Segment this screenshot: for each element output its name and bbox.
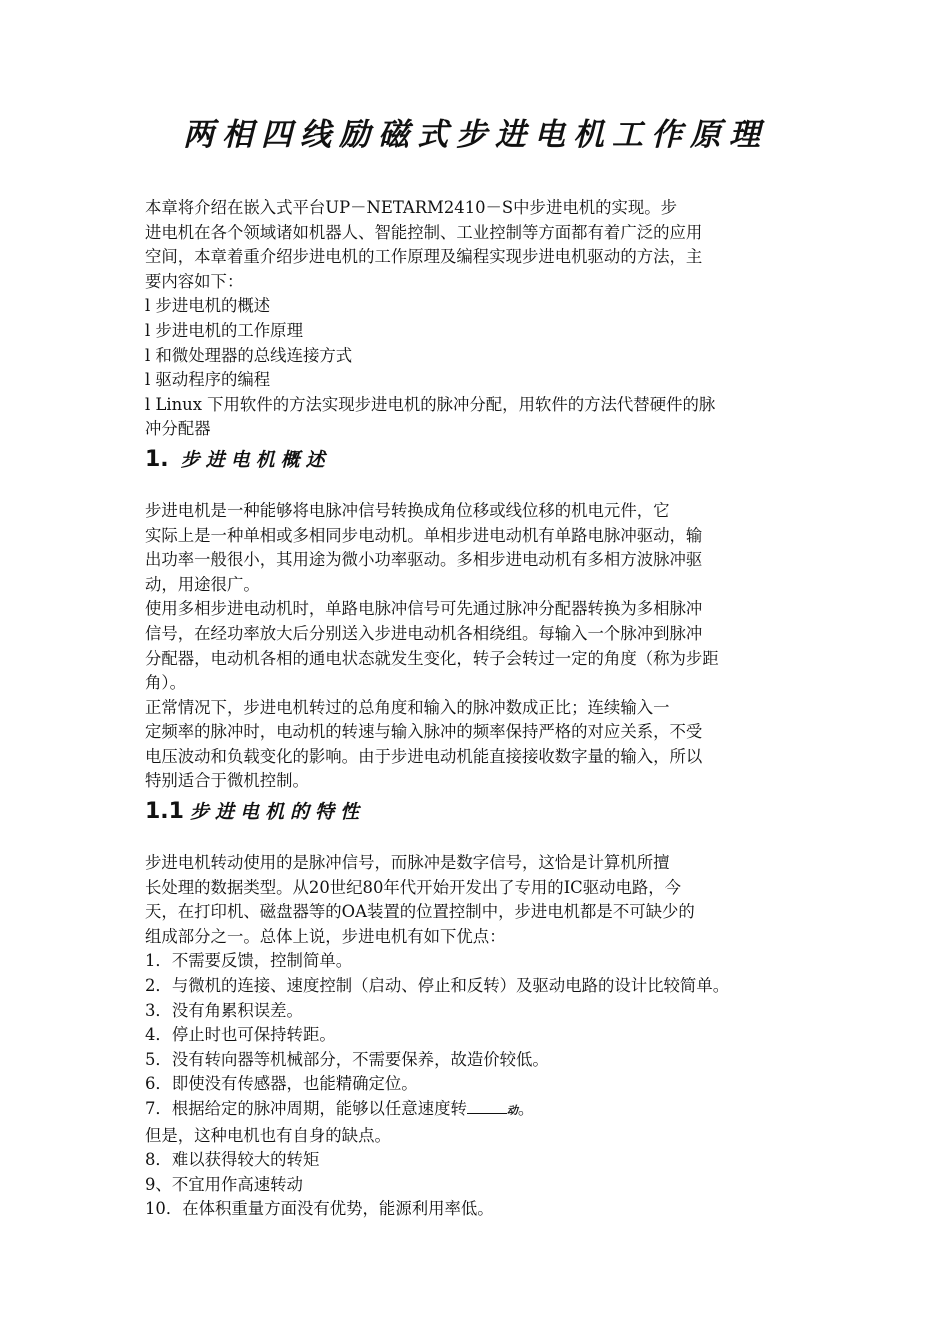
intro-line: 要内容如下： — [145, 271, 244, 291]
section-number: 1.1 — [145, 799, 184, 825]
body-line: 特别适合于微机控制。 — [145, 771, 309, 791]
document-title: 两相四线励磁式步进电机工作原理 — [183, 117, 768, 153]
contents-list — [145, 294, 810, 442]
body-line: 分配器，电动机各相的通电状态就发生变化，转子会转过一定的角度（称为步距 — [145, 648, 719, 668]
advantages-list — [145, 949, 810, 1123]
body-line: 动，用途很广。 — [145, 574, 260, 594]
contents-item: l 驱动程序的编程 — [145, 370, 271, 390]
contents-item: 冲分配器 — [145, 419, 211, 439]
body-line: 步进电机转动使用的是脉冲信号，而脉冲是数字信号，这恰是计算机所擅 — [145, 853, 670, 873]
advantage-text: 7．根据给定的脉冲周期，能够以任意速度转 — [145, 1099, 467, 1118]
underline-blank — [467, 1099, 507, 1114]
contents-item: l 步进电机的概述 — [145, 296, 271, 316]
body-line: 定频率的脉冲时，电动机的转速与输入脉冲的频率保持严格的对应关系，不受 — [145, 722, 703, 742]
advantage-item: 6．即使没有传感器，也能精确定位。 — [145, 1074, 418, 1094]
body-line: 角）。 — [145, 673, 186, 693]
advantage-end: 。 — [517, 1099, 535, 1118]
section-number: 1. — [145, 446, 169, 472]
section-1-1-heading — [145, 794, 810, 829]
disadvantage-item: 10．在体积重量方面没有优势，能源利用率低。 — [145, 1199, 494, 1219]
body-line: 信号，在经功率放大后分别送入步进电动机各相绕组。每输入一个脉冲到脉冲 — [145, 623, 703, 643]
intro-line: 空间，本章着重介绍步进电机的工作原理及编程实现步进电机驱动的方法，主 — [145, 247, 703, 267]
body-line: 使用多相步进电动机时，单路电脉冲信号可先通过脉冲分配器转换为多相脉冲 — [145, 599, 703, 619]
disadvantages-list — [145, 1124, 810, 1222]
disadvantage-intro: 但是，这种电机也有自身的缺点。 — [145, 1125, 391, 1145]
body-line: 步进电机是一种能够将电脉冲信号转换成角位移或线位移的机电元件，它 — [145, 500, 670, 520]
body-line: 天，在打印机、磁盘器等的OA装置的位置控制中，步进电机都是不可缺少的 — [145, 902, 695, 922]
advantage-tail: 动 — [506, 1104, 518, 1117]
intro-line: 本章将介绍在嵌入式平台UP－NETARM2410－S中步进电机的实现。步 — [145, 198, 678, 217]
contents-item: l 步进电机的工作原理 — [145, 320, 303, 340]
body-line: 长处理的数据类型。从20世纪80年代开始开发出了专用的IC驱动电路，今 — [145, 877, 682, 897]
contents-item: l 和微处理器的总线连接方式 — [145, 345, 353, 365]
disadvantage-item: 8．难以获得较大的转矩 — [145, 1150, 320, 1170]
section-1-heading — [145, 442, 810, 477]
advantage-item: 4．停止时也可保持转距。 — [145, 1025, 336, 1045]
section-title: 步进电机概述 — [180, 448, 331, 471]
body-line: 出功率一般很小，其用途为微小功率驱动。多相步进电动机有多相方波脉冲驱 — [145, 550, 703, 570]
section-1-paragraph — [145, 696, 810, 794]
section-1-paragraph — [145, 499, 810, 597]
body-line: 组成部分之一。总体上说，步进电机有如下优点： — [145, 926, 506, 946]
contents-item: l Linux 下用软件的方法实现步进电机的脉冲分配，用软件的方法代替硬件的脉 — [145, 394, 716, 414]
section-1-paragraph — [145, 597, 810, 695]
section-title: 步进电机的特性 — [189, 801, 365, 824]
advantage-item: 3．没有角累积误差。 — [145, 1000, 303, 1020]
intro-line: 进电机在各个领域诸如机器人、智能控制、工业控制等方面都有着广泛的应用 — [145, 222, 703, 242]
advantage-item: 2．与微机的连接、速度控制（启动、停止和反转）及驱动电路的设计比较简单。 — [145, 976, 730, 996]
advantage-item: 1．不需要反馈，控制简单。 — [145, 951, 353, 971]
body-line: 电压波动和负载变化的影响。由于步进电动机能直接接收数字量的输入，所以 — [145, 746, 703, 766]
advantage-item: 5．没有转向器等机械部分，不需要保养，故造价较低。 — [145, 1049, 549, 1069]
disadvantage-item: 9、不宜用作高速转动 — [145, 1174, 303, 1194]
intro-paragraph — [145, 196, 810, 294]
body-line: 正常情况下，步进电机转过的总角度和输入的脉冲数成正比；连续输入一 — [145, 697, 670, 717]
section-1-1-intro — [145, 851, 810, 949]
advantage-item — [145, 1097, 810, 1124]
document-page — [145, 110, 810, 1222]
body-line: 实际上是一种单相或多相同步电动机。单相步进电动机有单路电脉冲驱动，输 — [145, 525, 703, 545]
